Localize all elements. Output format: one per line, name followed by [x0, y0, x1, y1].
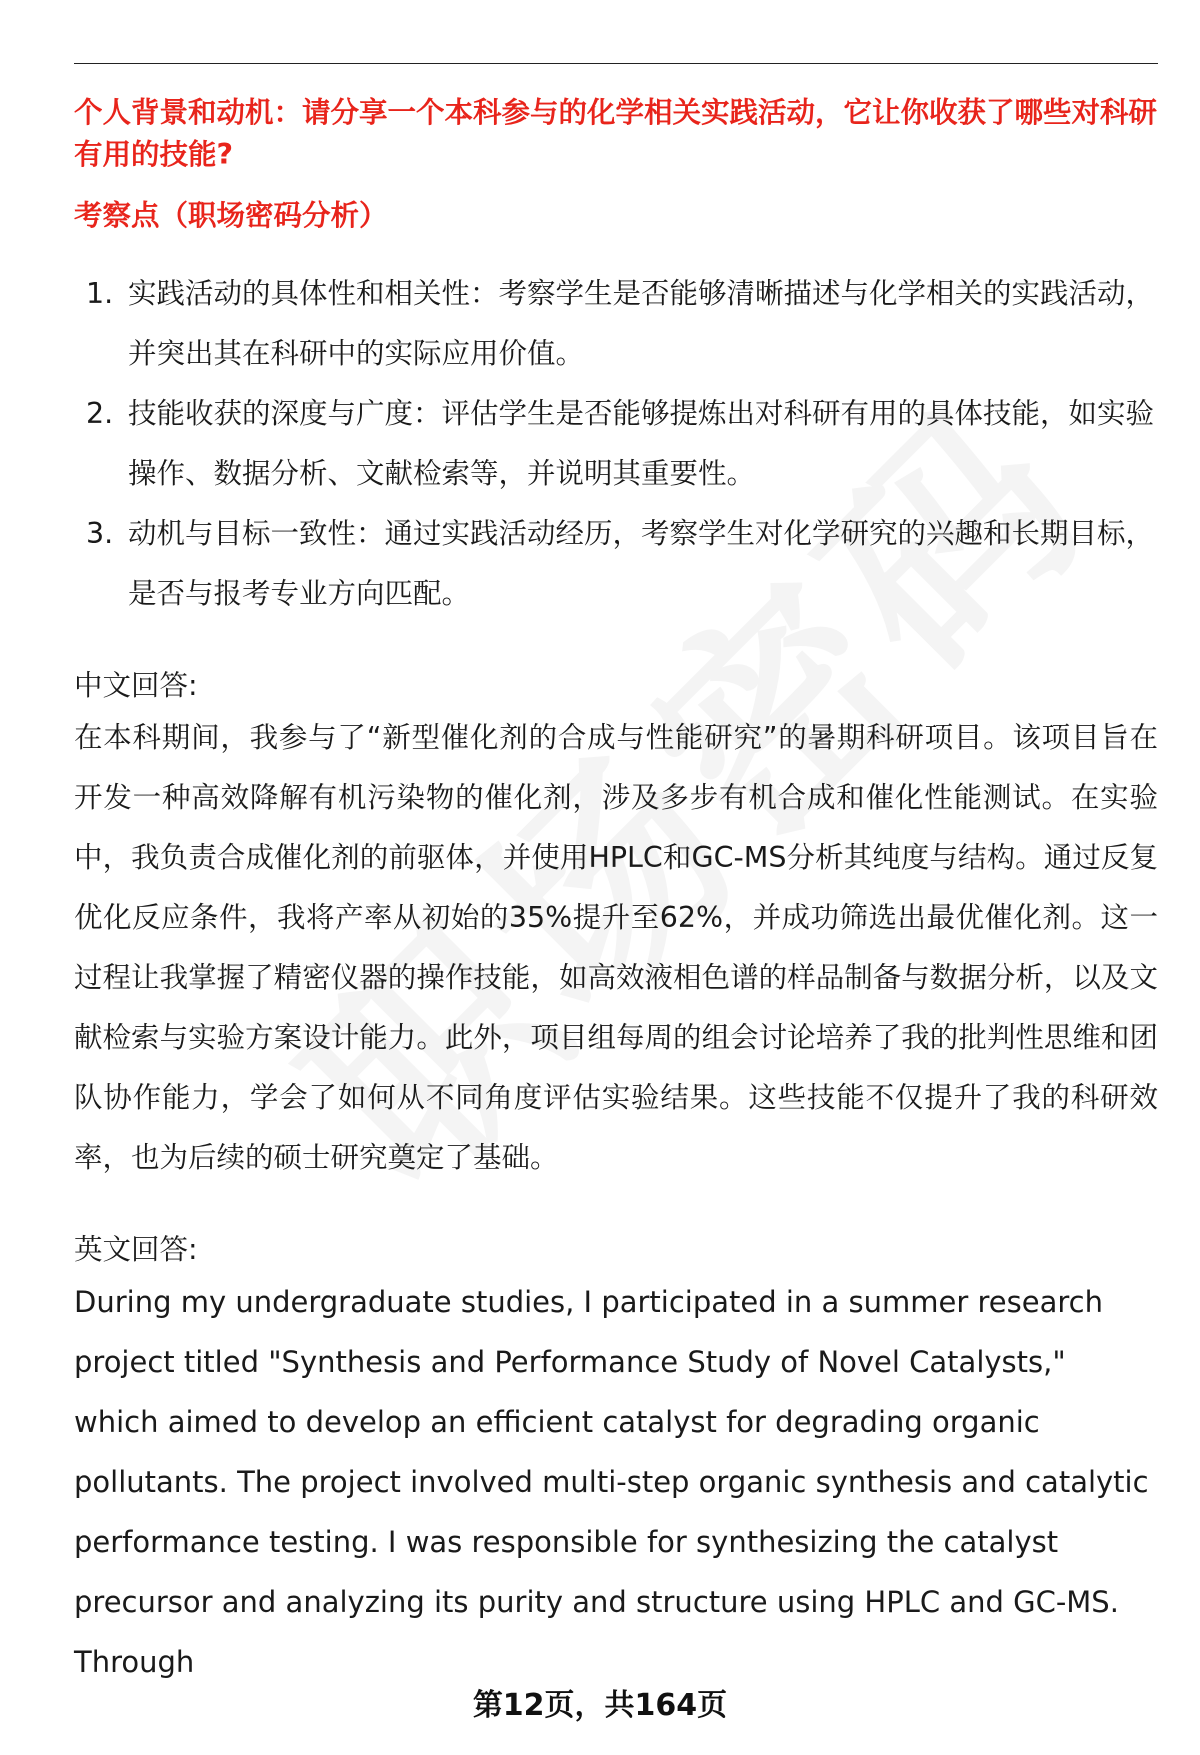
assessment-subheading: 考察点（职场密码分析） — [74, 199, 388, 232]
english-answer: During my undergraduate studies, I participated in a summer research project titled "Synthesis and Performance Study of Novel Catalysts," which aimed to develop an efficient catalyst for degrading organic pollutants. The project involved multi-step organic synthesis and catalytic performance testing. I was responsible for synthesizing the catalyst precursor and analyzing its purity and structure using HPLC and GC-MS. Through — [74, 1285, 1149, 1679]
content — [74, 92, 1158, 1692]
list-item-text: 实践活动的具体性和相关性：考察学生是否能够清晰描述与化学相关的实践活动，并突出其在科研中的实际应用价值。 — [128, 277, 1155, 370]
list-item — [74, 384, 1158, 504]
english-answer-label: 英文回答: — [74, 1233, 198, 1266]
chinese-answer: 在本科期间，我参与了“新型催化剂的合成与性能研究”的暑期科研项目。该项目旨在开发一种高效降解有机污染物的催化剂，涉及多步有机合成和催化性能测试。在实验中，我负责合成催化剂的前驱体，并使用HPLC和GC-MS分析其纯度与结构。通过反复优化反应条件，我将产率从初始的35%提升至62%，并成功筛选出最优催化剂。这一过程让我掌握了精密仪器的操作技能，如高效液相色谱的样品制备与数据分析，以及文献检索与实验方案设计能力。此外，项目组每周的组会讨论培养了我的批判性思维和团队协作能力，学会了如何从不同角度评估实验结果。这些技能不仅提升了我的科研效率，也为后续的硕士研究奠定了基础。 — [74, 721, 1158, 1174]
list-item-text: 技能收获的深度与广度：评估学生是否能够提炼出对科研有用的具体技能，如实验操作、数据分析、文献检索等，并说明其重要性。 — [128, 397, 1155, 490]
question-heading: 个人背景和动机：请分享一个本科参与的化学相关实践活动，它让你收获了哪些对科研有用的技能? — [74, 96, 1158, 171]
list-item — [74, 264, 1158, 384]
list-number: 3. — [86, 517, 114, 550]
list-item — [74, 504, 1158, 624]
assessment-points — [74, 264, 1158, 624]
list-number: 2. — [86, 397, 114, 430]
list-item-text: 动机与目标一致性：通过实践活动经历，考察学生对化学研究的兴趣和长期目标，是否与报考专业方向匹配。 — [128, 517, 1155, 610]
top-rule — [74, 63, 1158, 64]
page-number: 第12页，共164页 — [472, 1688, 728, 1723]
list-number: 1. — [86, 277, 114, 310]
chinese-answer-label: 中文回答: — [74, 669, 198, 702]
